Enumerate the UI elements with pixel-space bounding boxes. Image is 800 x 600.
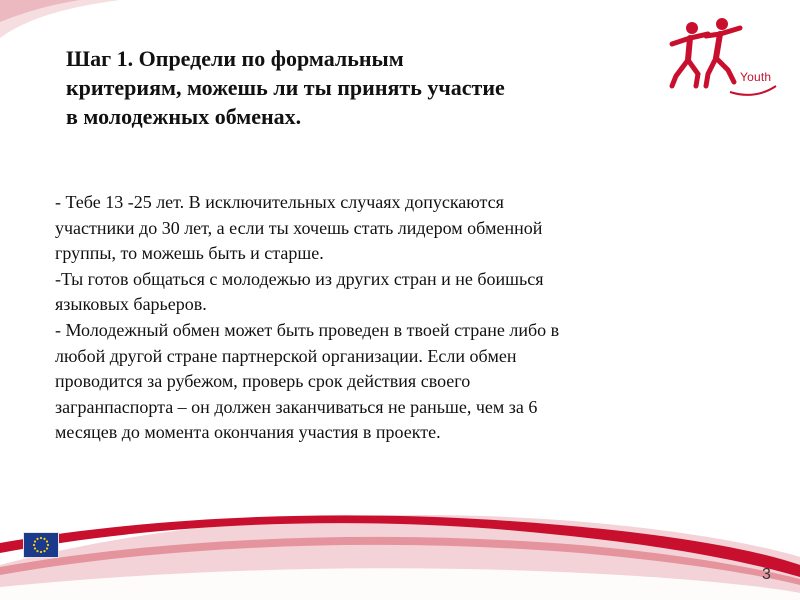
- body-line: -Ты готов общаться с молодежью из других стран и не боишься: [55, 268, 544, 289]
- slide-body: [55, 190, 695, 446]
- slide-title: Шаг 1. Определи по формальным критериям, можешь ли ты принять участие в молодежных обменах.: [66, 46, 505, 129]
- logo-text: Youth: [740, 70, 772, 84]
- body-line: месяцев до момента окончания участия в проекте.: [55, 422, 441, 443]
- youth-program-logo-icon: [664, 14, 780, 100]
- page-number: 3: [762, 566, 771, 583]
- body-line: любой другой стране партнерской организации. Если обмен: [55, 345, 517, 366]
- bottom-wave-decoration: [0, 505, 800, 600]
- body-line: проводится за рубежом, проверь срок действия своего: [55, 371, 471, 392]
- eu-flag-icon: [23, 532, 59, 558]
- body-line: языковых барьеров.: [55, 294, 207, 315]
- body-line: группы, то можешь быть и старше.: [55, 243, 324, 264]
- corner-decoration: [0, 0, 120, 50]
- body-line: участники до 30 лет, а если ты хочешь стать лидером обменной: [55, 217, 543, 238]
- body-line: - Тебе 13 -25 лет. В исключительных случаях допускаются: [55, 192, 504, 212]
- body-line: - Молодежный обмен может быть проведен в твоей стране либо в: [55, 319, 560, 340]
- body-line: загранпаспорта – он должен заканчиваться не раньше, чем за 6: [55, 396, 538, 417]
